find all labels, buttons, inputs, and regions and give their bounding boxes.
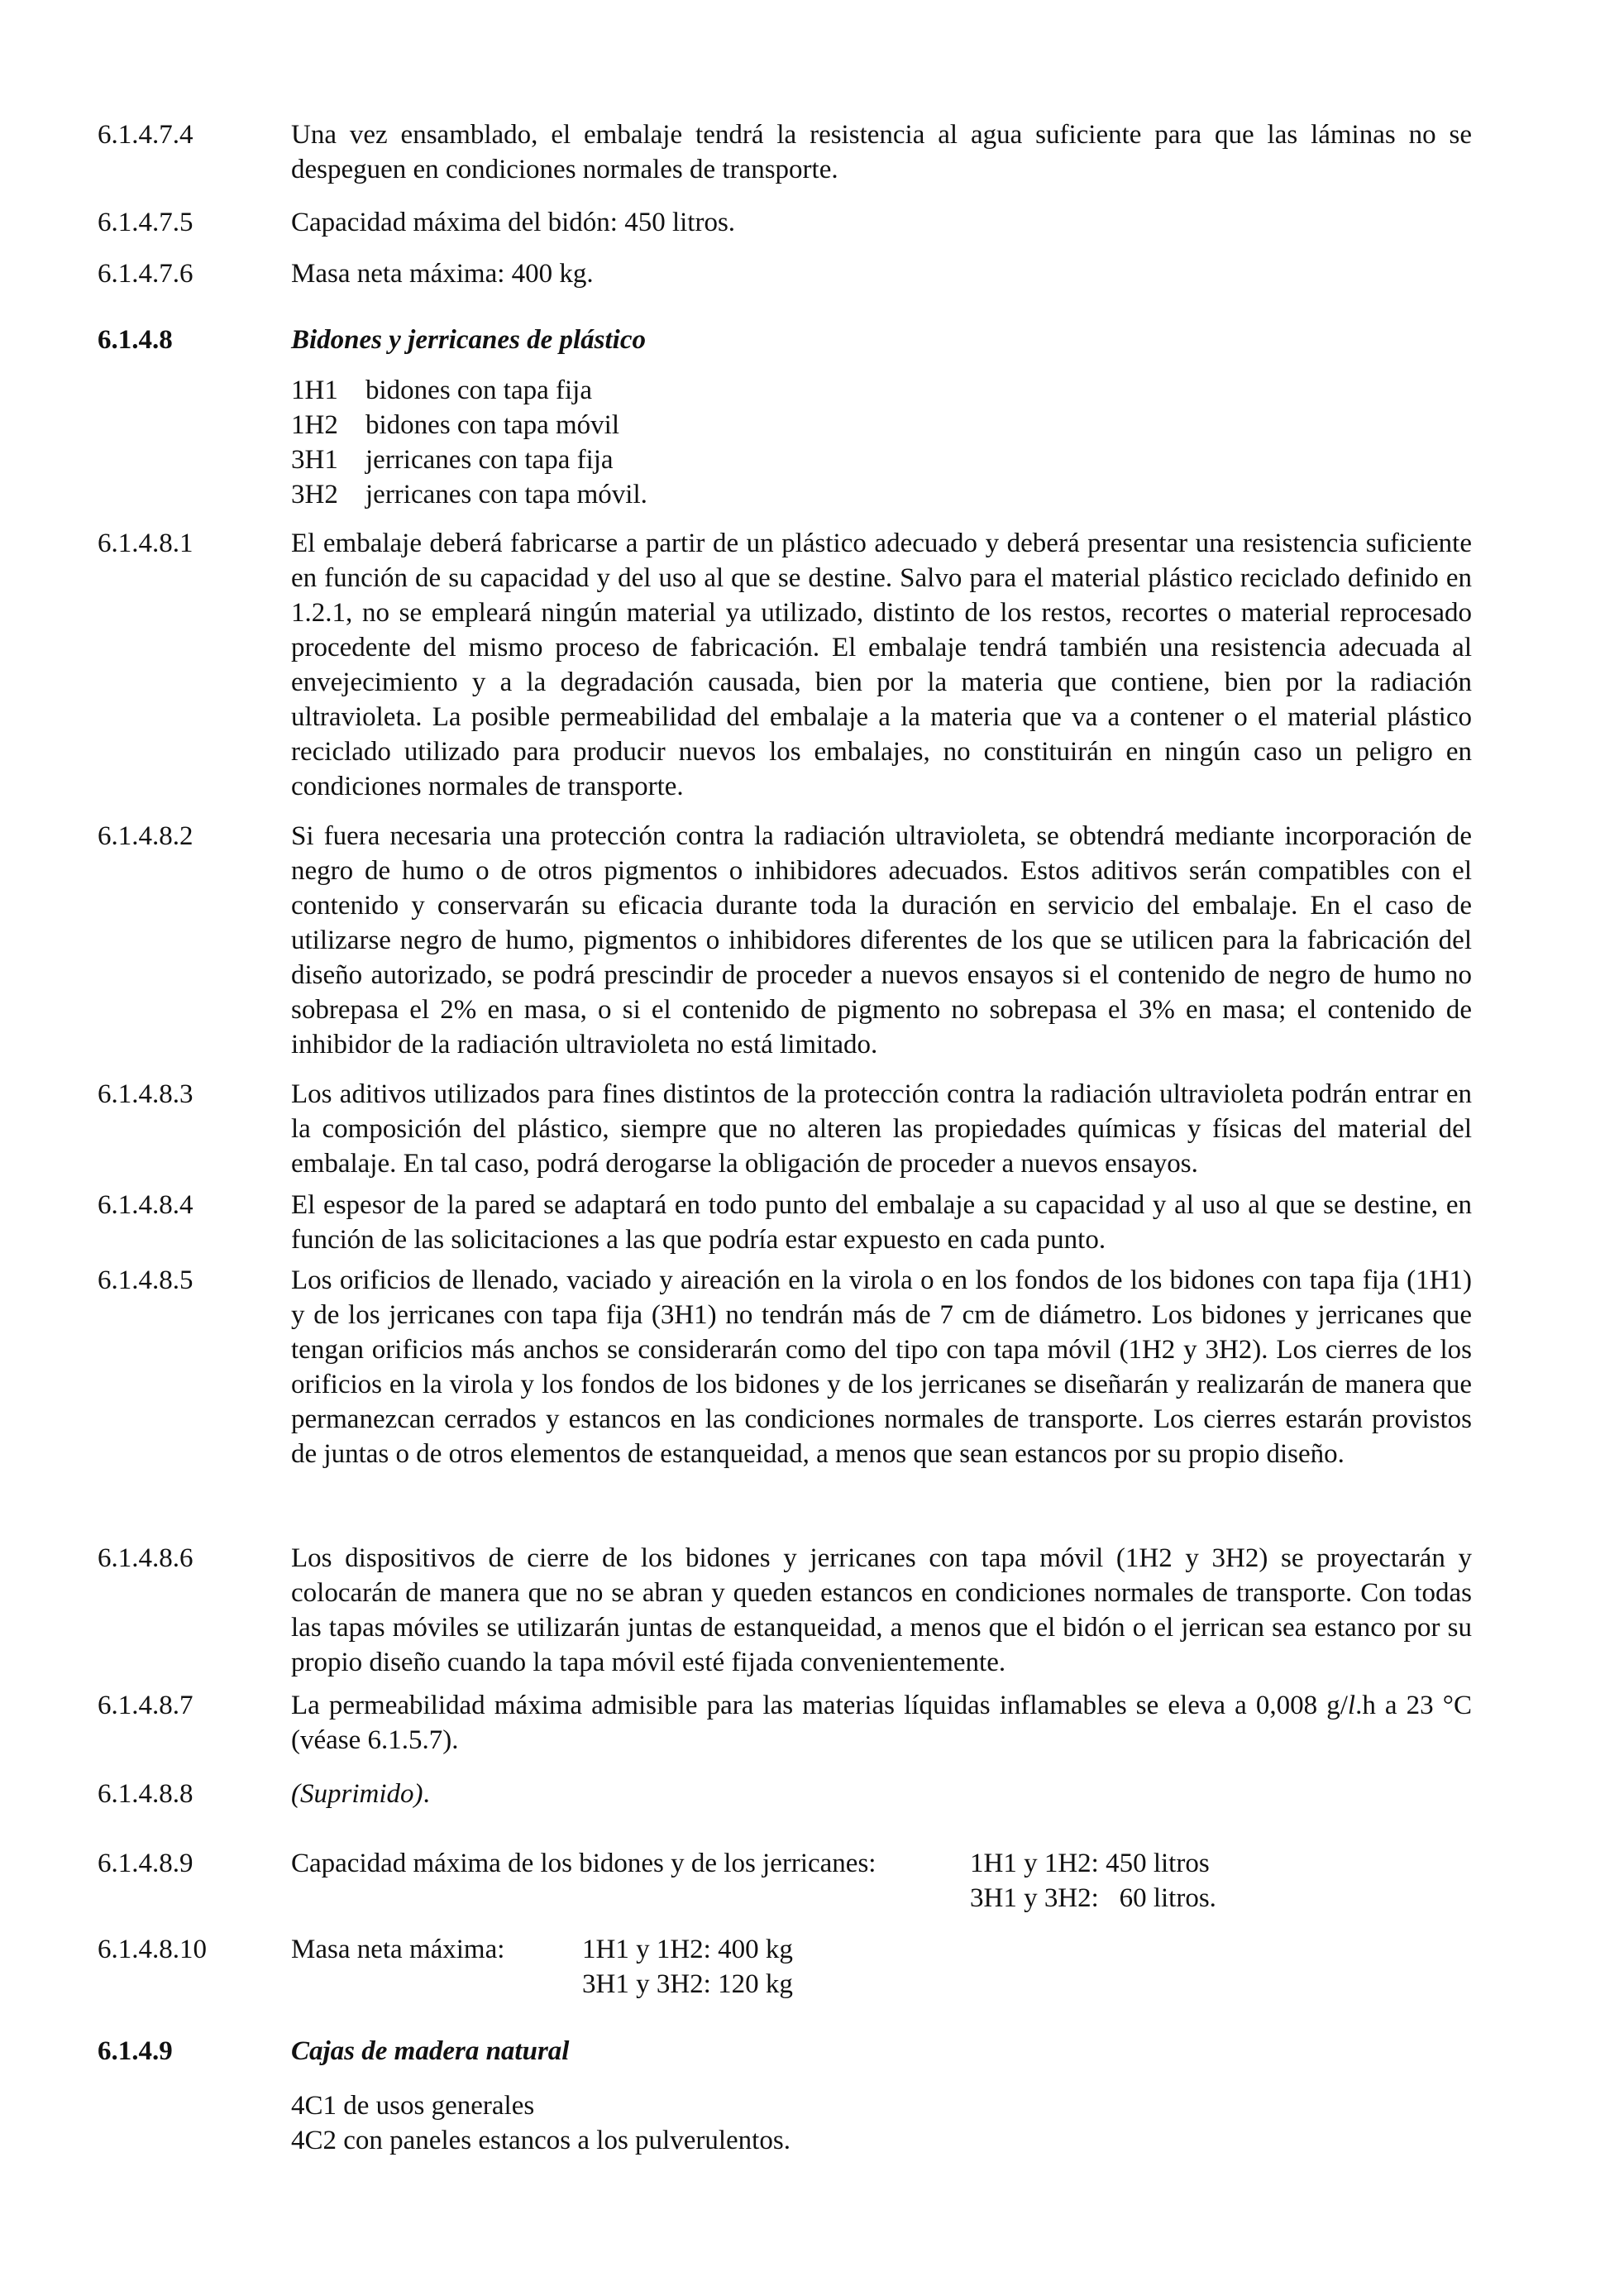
mass-label: Masa neta máxima: <box>291 1935 505 1964</box>
mass-value-2: 3H1 y 3H2: 120 kg <box>582 1969 793 1999</box>
clause-number: 6.1.4.8.8 <box>98 1779 193 1809</box>
code-description: jerricanes con tapa móvil. <box>365 480 647 509</box>
capacity-label: Capacidad máxima de los bidones y de los jerricanes: <box>291 1849 876 1878</box>
clause-text-part: .h a 23 °C (véase 6.1.5.7). <box>291 1691 1472 1755</box>
section-title: Bidones y jerricanes de plástico <box>291 325 646 355</box>
clause-text: Masa neta máxima: 400 kg. <box>291 259 594 289</box>
clause-text: El embalaje deberá fabricarse a partir de un plástico adecuado y deberá presentar una resistencia suficiente en función de su capacidad y del uso al que se destine. Salvo para el material plástico reciclado definido en 1.2.1, no se empleará ningún material ya utilizado, distinto de los restos, recortes o material reprocesado procedente del mismo proceso de fabricación. El embalaje tendrá también una resistencia adecuada al envejecimiento y a la degradación causada, bien por la materia que contiene, bien por la radiación ultravioleta. La posible permeabilidad del embalaje a la materia que va a contener o el material plástico reciclado utilizado para producir nuevos los embalajes, no constituirán en ningún caso un peligro en condiciones normales de transporte. <box>291 529 1472 801</box>
clause-text: Los aditivos utilizados para fines distintos de la protección contra la radiación ultravioleta podrán entrar en la composición del plástico, siempre que no alteren las propiedades químicas y físicas del material del embalaje. En tal caso, podrá derogarse la obligación de proceder a nuevos ensayos. <box>291 1079 1472 1179</box>
clause-number: 6.1.4.8.3 <box>98 1079 193 1109</box>
clause-number: 6.1.4.8.6 <box>98 1543 193 1573</box>
unit-litre-italic: l <box>1347 1691 1356 1720</box>
code-list-item: 4C1 de usos generales <box>291 2091 535 2121</box>
clause-suffix: . <box>423 1779 430 1809</box>
clause-text: Los orificios de llenado, vaciado y aireación en la virola o en los fondos de los bidones con tapa fija (1H1) y de los jerricanes con tapa fija (3H1) no tendrán más de 7 cm de diámetro. Los bidones y jerricanes que tengan orificios más anchos se considerarán como del tipo con tapa móvil (1H2 y 3H2). Los cierres de los orificios en la virola y los fondos de los bidones y de los jerricanes se diseñarán y realizarán de manera que permanezcan cerrados y estancos en las condiciones normales de transporte. Los cierres estarán provistos de juntas o de otros elementos de estanqueidad, a menos que sean estancos por su propio diseño. <box>291 1265 1472 1469</box>
code-list-item: 4C2 con paneles estancos a los pulverulentos. <box>291 2126 791 2155</box>
clause-text: Una vez ensamblado, el embalaje tendrá la resistencia al agua suficiente para que las láminas no se despeguen en condiciones normales de transporte. <box>291 120 1472 184</box>
clause-number: 6.1.4.7.6 <box>98 259 193 289</box>
code-list-body <box>291 373 1472 512</box>
clause-number: 6.1.4.8.7 <box>98 1691 193 1720</box>
clause-text-part: La permeabilidad máxima admisible para las materias líquidas inflamables se eleva a 0,008 g/ <box>291 1691 1348 1720</box>
code-description: bidones con tapa fija <box>365 375 592 405</box>
clause-number: 6.1.4.8.1 <box>98 529 193 558</box>
code-list-item <box>291 408 1472 442</box>
clause-text: Los dispositivos de cierre de los bidones y jerricanes con tapa móvil (1H2 y 3H2) se proyectarán y colocarán de manera que no se abran y queden estancos en condiciones normales de transporte. Con todas las tapas móviles se utilizarán juntas de estanqueidad, a menos que el bidón o el jerrican sea estanco por su propio diseño cuando la tapa móvil esté fijada convenientemente. <box>291 1543 1472 1677</box>
section-number: 6.1.4.9 <box>98 2036 173 2066</box>
clause-number: 6.1.4.8.9 <box>98 1849 193 1878</box>
clause-text: Si fuera necesaria una protección contra la radiación ultravioleta, se obtendrá mediante incorporación de negro de humo o de otros pigmentos o inhibidores adecuados. Estos aditivos serán compatibles con el contenido y conservarán su eficacia durante toda la duración en servicio del embalaje. En el caso de utilizarse negro de humo, pigmentos o inhibidores diferentes de los que se utilicen para la fabricación del diseño autorizado, se podrá prescindir de proceder a nuevos ensayos si el contenido de negro de humo no sobrepasa el 2% en masa, o si el contenido de pigmento no sobrepasa el 3% en masa; el contenido de inhibidor de la radiación ultravioleta no está limitado. <box>291 821 1472 1060</box>
section-title: Cajas de madera natural <box>291 2036 570 2066</box>
code-list-item <box>291 373 1472 408</box>
clause-number: 6.1.4.8.5 <box>98 1265 193 1295</box>
code-description: jerricanes con tapa fija <box>365 445 614 475</box>
clause-text: Capacidad máxima del bidón: 450 litros. <box>291 208 736 237</box>
clause-number: 6.1.4.7.4 <box>98 120 193 150</box>
mass-value-1: 1H1 y 1H2: 400 kg <box>582 1935 793 1964</box>
clause-text <box>291 1688 1472 1758</box>
code-description: bidones con tapa móvil <box>365 410 620 440</box>
code-list-body <box>291 2088 1472 2158</box>
clause-number: 6.1.4.8.4 <box>98 1190 193 1220</box>
packaging-code: 1H2 <box>291 410 338 440</box>
packaging-code: 3H1 <box>291 445 338 475</box>
capacity-value-2: 3H1 y 3H2: 60 litros. <box>970 1883 1216 1913</box>
clause-number: 6.1.4.7.5 <box>98 208 193 237</box>
section-number: 6.1.4.8 <box>98 325 173 355</box>
clause-number: 6.1.4.8.2 <box>98 821 193 851</box>
code-list-item <box>291 477 1472 512</box>
clause-text <box>291 1777 1472 1811</box>
code-list-item <box>291 442 1472 477</box>
packaging-code: 3H2 <box>291 480 338 509</box>
clause-text: El espesor de la pared se adaptará en todo punto del embalaje a su capacidad y al uso al que se destine, en función de las solicitaciones a las que podría estar expuesto en cada punto. <box>291 1190 1472 1255</box>
suppressed-note: (Suprimido) <box>291 1779 423 1809</box>
clause-number: 6.1.4.8.10 <box>98 1935 207 1964</box>
packaging-code: 1H1 <box>291 375 338 405</box>
capacity-value-1: 1H1 y 1H2: 450 litros <box>970 1849 1210 1878</box>
